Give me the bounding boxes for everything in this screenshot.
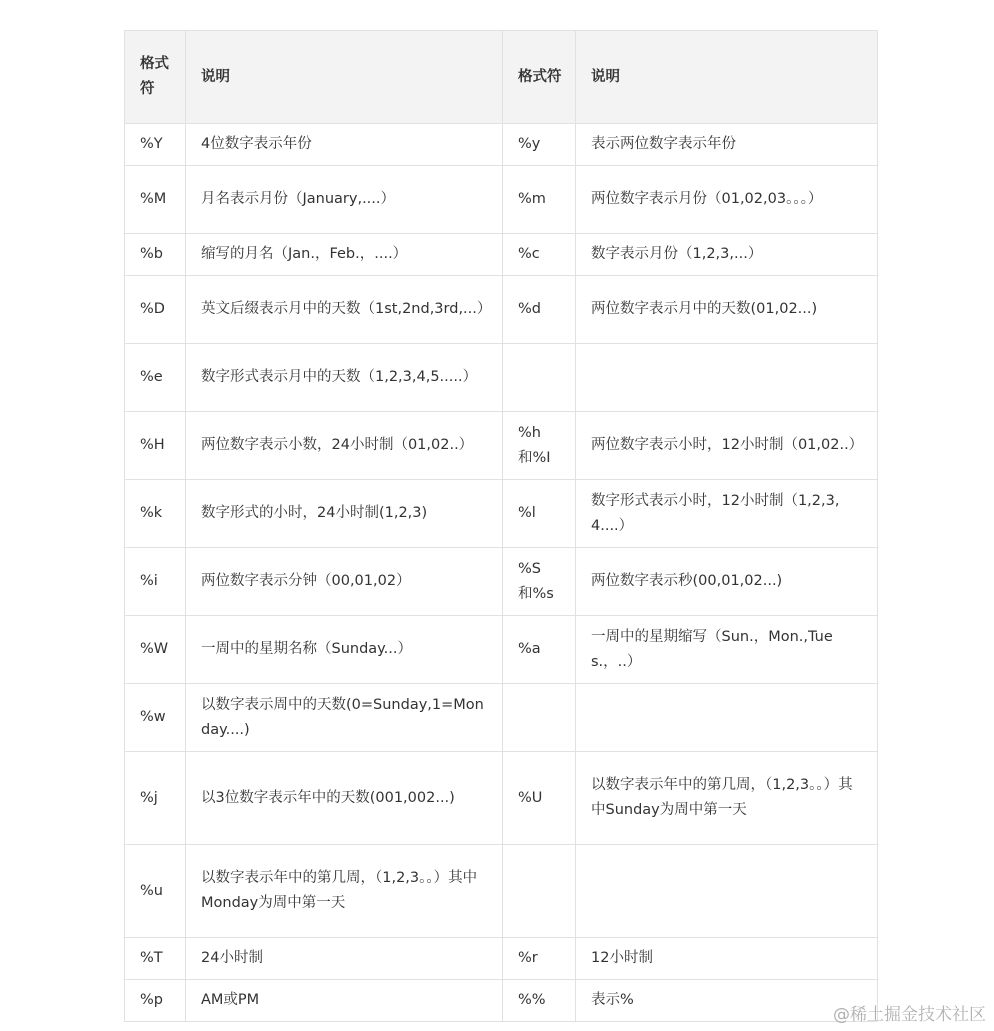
format-description: 两位数字表示秒(00,01,02...) (576, 548, 878, 616)
format-specifier (503, 344, 576, 412)
table-row (125, 684, 878, 752)
format-specifier: %U (503, 752, 576, 845)
format-specifier: %l (503, 480, 576, 548)
format-specifier: %m (503, 166, 576, 234)
table-row (125, 845, 878, 938)
format-specifier: %d (503, 276, 576, 344)
table-row (125, 980, 878, 1022)
format-description: 12小时制 (576, 938, 878, 980)
table-header-row (125, 31, 878, 124)
table-row (125, 234, 878, 276)
format-description: 以数字表示年中的第几周，（1,2,3。。）其中Monday为周中第一天 (186, 845, 503, 938)
format-description: 两位数字表示小时，12小时制（01,02..） (576, 412, 878, 480)
format-description: 英文后缀表示月中的天数（1st,2nd,3rd,...） (186, 276, 503, 344)
format-specifier: %D (125, 276, 186, 344)
format-specifier (503, 684, 576, 752)
format-description: 4位数字表示年份 (186, 124, 503, 166)
format-description: AM或PM (186, 980, 503, 1022)
format-specifier: %H (125, 412, 186, 480)
table-row (125, 616, 878, 684)
format-description: 两位数字表示分钟（00,01,02） (186, 548, 503, 616)
table-row (125, 344, 878, 412)
format-description: 表示% (576, 980, 878, 1022)
format-description (576, 684, 878, 752)
format-description: 以数字表示年中的第几周，（1,2,3。。）其中Sunday为周中第一天 (576, 752, 878, 845)
format-specifier: %T (125, 938, 186, 980)
table-row (125, 276, 878, 344)
format-specifier: %b (125, 234, 186, 276)
table-row (125, 752, 878, 845)
format-description (576, 845, 878, 938)
watermark: @稀土掘金技术社区 (833, 1005, 986, 1025)
format-description: 两位数字表示月中的天数(01,02...) (576, 276, 878, 344)
format-specifier: %k (125, 480, 186, 548)
format-description (576, 344, 878, 412)
format-description: 数字表示月份（1,2,3,...） (576, 234, 878, 276)
format-specifier: %W (125, 616, 186, 684)
format-description: 两位数字表示月份（01,02,03。。。） (576, 166, 878, 234)
format-description: 缩写的月名（Jan.，Feb.，....） (186, 234, 503, 276)
format-specifier: %w (125, 684, 186, 752)
format-description: 数字形式表示月中的天数（1,2,3,4,5.....） (186, 344, 503, 412)
format-specifier: %u (125, 845, 186, 938)
table-row (125, 166, 878, 234)
format-specifier: %i (125, 548, 186, 616)
format-description: 表示两位数字表示年份 (576, 124, 878, 166)
table-row (125, 124, 878, 166)
header-description: 说明 (576, 31, 878, 124)
format-specifier: %r (503, 938, 576, 980)
format-specifier: %% (503, 980, 576, 1022)
table-row (125, 548, 878, 616)
format-specifier: %a (503, 616, 576, 684)
header-description: 说明 (186, 31, 503, 124)
table-row (125, 412, 878, 480)
format-specifier: %Y (125, 124, 186, 166)
format-description: 以数字表示周中的天数(0=Sunday,1=Monday....) (186, 684, 503, 752)
header-format-specifier: 格式符 (125, 31, 186, 124)
format-specifier: %M (125, 166, 186, 234)
format-description: 一周中的星期缩写（Sun.，Mon.,Tues.，..） (576, 616, 878, 684)
header-format-specifier: 格式符 (503, 31, 576, 124)
table-row (125, 480, 878, 548)
format-description: 24小时制 (186, 938, 503, 980)
format-description: 数字形式的小时，24小时制(1,2,3) (186, 480, 503, 548)
format-specifier: %e (125, 344, 186, 412)
table-row (125, 938, 878, 980)
format-specifier: %S和%s (503, 548, 576, 616)
format-specifier: %y (503, 124, 576, 166)
format-description: 月名表示月份（January,....） (186, 166, 503, 234)
format-description: 两位数字表示小数，24小时制（01,02..） (186, 412, 503, 480)
format-table-container (124, 30, 877, 1022)
format-specifier: %j (125, 752, 186, 845)
format-specifier (503, 845, 576, 938)
format-description: 以3位数字表示年中的天数(001,002...) (186, 752, 503, 845)
date-format-table (124, 30, 878, 1022)
format-description: 一周中的星期名称（Sunday...） (186, 616, 503, 684)
format-specifier: %c (503, 234, 576, 276)
format-specifier: %h和%I (503, 412, 576, 480)
format-description: 数字形式表示小时，12小时制（1,2,3,4....） (576, 480, 878, 548)
format-specifier: %p (125, 980, 186, 1022)
